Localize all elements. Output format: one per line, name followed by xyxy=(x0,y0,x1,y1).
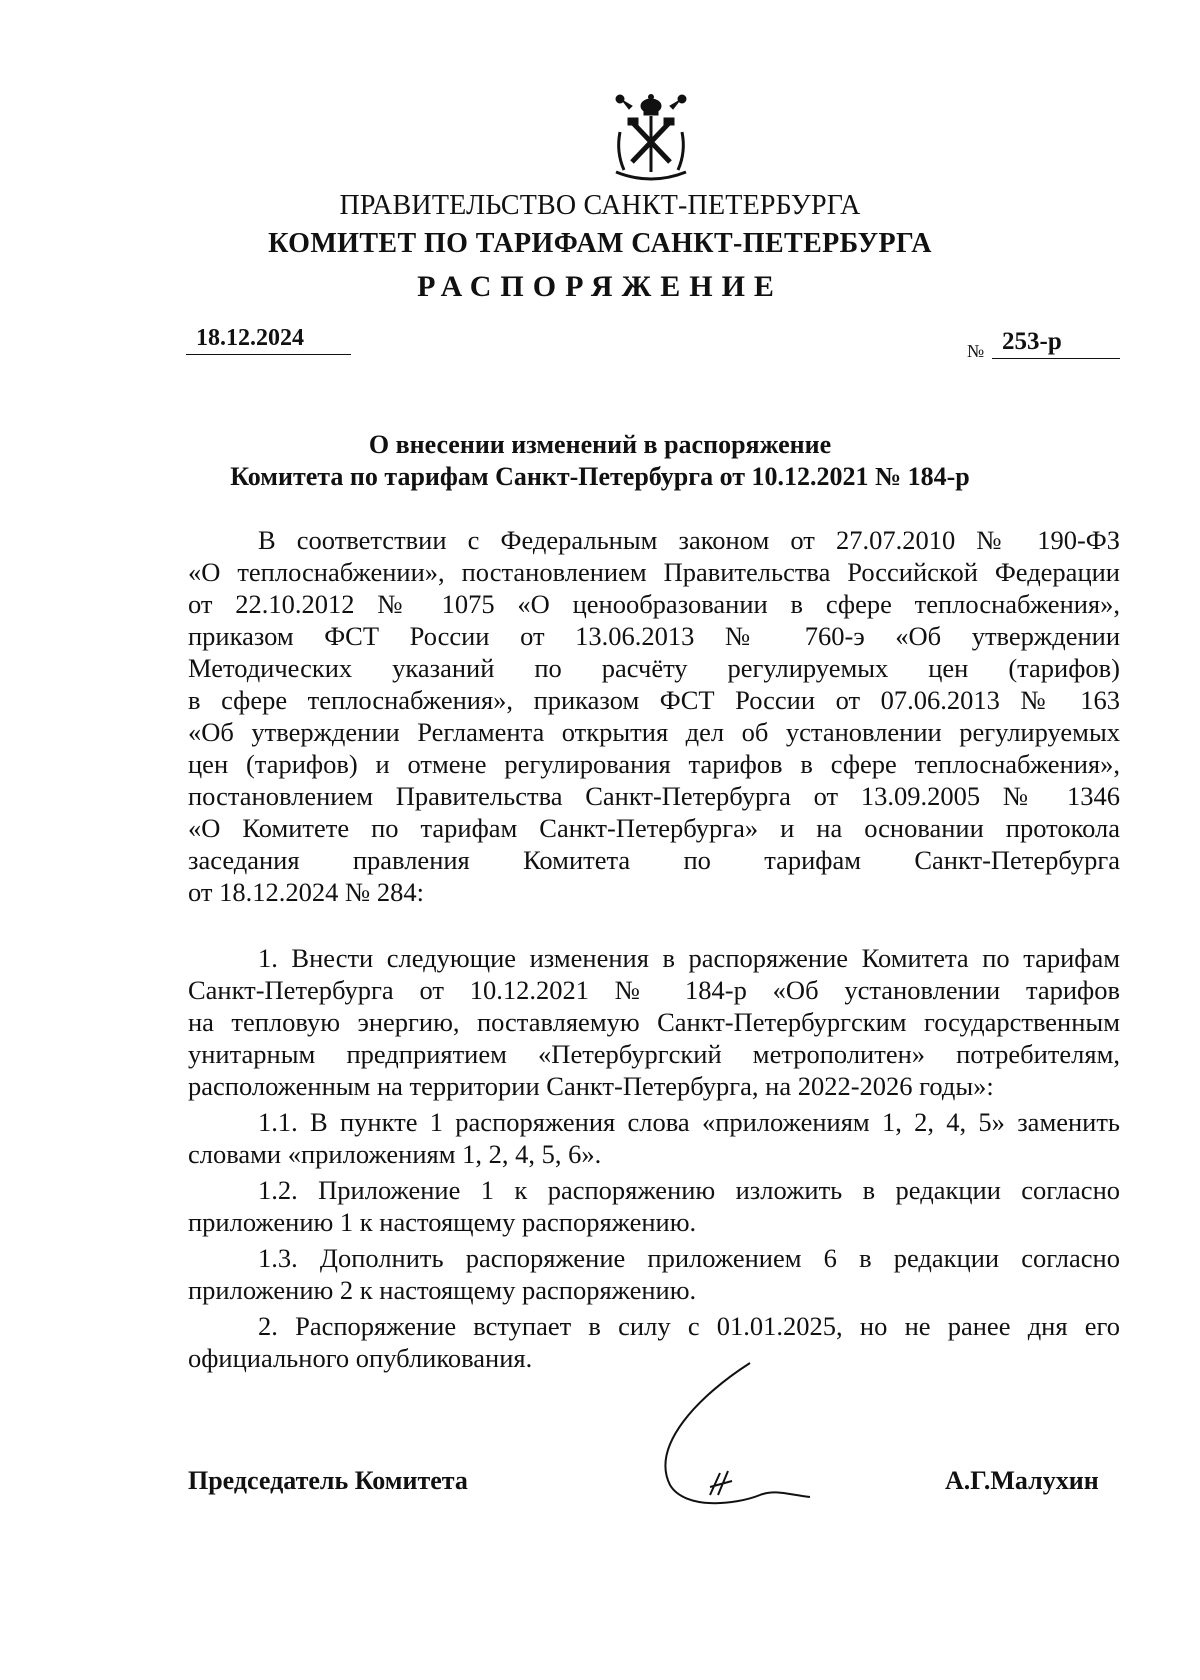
document-type: РАСПОРЯЖЕНИЕ xyxy=(417,270,783,303)
item-2-line: 2. Распоряжение вступает в силу с 01.01.2025, но не ранее дня его xyxy=(258,1311,1120,1341)
item-1-2-line: 1.2. Приложение 1 к распоряжению изложить в редакции согласно xyxy=(258,1175,1120,1205)
document-number: 253-р xyxy=(992,328,1120,359)
preamble-line: «О теплоснабжении», постановлением Правительства Российской Федерации xyxy=(188,557,1120,587)
item-1-1-line: 1.1. В пункте 1 распоряжения слова «приложениям 1, 2, 4, 5» заменить xyxy=(258,1107,1120,1137)
item-1-2-line: приложению 1 к настоящему распоряжению. xyxy=(188,1207,697,1237)
number-sign: № xyxy=(967,341,985,361)
preamble-line: В соответствии с Федеральным законом от 27.07.2010 № 190-ФЗ xyxy=(258,525,1120,555)
item-1-3-line: 1.3. Дополнить распоряжение приложением 6 в редакции согласно xyxy=(258,1243,1120,1273)
signatory-name: А.Г.Малухин xyxy=(945,1466,1099,1495)
item-1-1-line: словами «приложениям 1, 2, 4, 5, 6». xyxy=(188,1139,602,1169)
preamble-line: от 22.10.2012 № 1075 «О ценообразовании в сфере теплоснабжения», xyxy=(188,589,1120,619)
preamble-line: «Об утверждении Регламента открытия дел об установлении регулируемых xyxy=(188,717,1120,747)
preamble-line: постановлением Правительства Санкт-Петербурга от 13.09.2005 № 1346 xyxy=(188,781,1120,811)
handwritten-signature xyxy=(640,1355,820,1515)
item-1-3-line: приложению 2 к настоящему распоряжению. xyxy=(188,1275,697,1305)
preamble-line: от 18.12.2024 № 284: xyxy=(188,877,425,907)
coat-of-arms-icon xyxy=(606,92,696,182)
signatory-position: Председатель Комитета xyxy=(188,1466,468,1495)
committee-title: КОМИТЕТ ПО ТАРИФАМ САНКТ-ПЕТЕРБУРГА xyxy=(268,228,932,259)
item-1-line: на тепловую энергию, поставляемую Санкт-Петербургским государственным xyxy=(188,1007,1120,1037)
preamble-line: Методических указаний по расчёту регулируемых цен (тарифов) xyxy=(188,653,1120,683)
preamble-line: в сфере теплоснабжения», приказом ФСТ России от 07.06.2013 № 163 xyxy=(188,685,1120,715)
preamble-line: заседания правления Комитета по тарифам Санкт-Петербурга xyxy=(188,845,1120,875)
item-1-line: унитарным предприятием «Петербургский метрополитен» потребителям, xyxy=(188,1039,1120,1069)
document-date: 18.12.2024 xyxy=(186,325,351,355)
subject-line-1: О внесении изменений в распоряжение xyxy=(368,430,832,459)
preamble-line: приказом ФСТ России от 13.06.2013 № 760-э «Об утверждении xyxy=(188,621,1120,651)
preamble-line: цен (тарифов) и отмене регулирования тарифов в сфере теплоснабжения», xyxy=(188,749,1120,779)
preamble-line: «О Комитете по тарифам Санкт-Петербурга» и на основании протокола xyxy=(188,813,1120,843)
item-1-line: Санкт-Петербурга от 10.12.2021 № 184-р «Об установлении тарифов xyxy=(188,975,1120,1005)
item-1-line: 1. Внести следующие изменения в распоряжение Комитета по тарифам xyxy=(258,943,1120,973)
subject-line-2: Комитета по тарифам Санкт-Петербурга от 10.12.2021 № 184-р xyxy=(230,462,970,491)
item-2-line: официального опубликования. xyxy=(188,1343,533,1373)
government-title: ПРАВИТЕЛЬСТВО САНКТ-ПЕТЕРБУРГА xyxy=(339,190,861,221)
item-1-line: расположенным на территории Санкт-Петербурга, на 2022-2026 годы»: xyxy=(188,1071,994,1101)
